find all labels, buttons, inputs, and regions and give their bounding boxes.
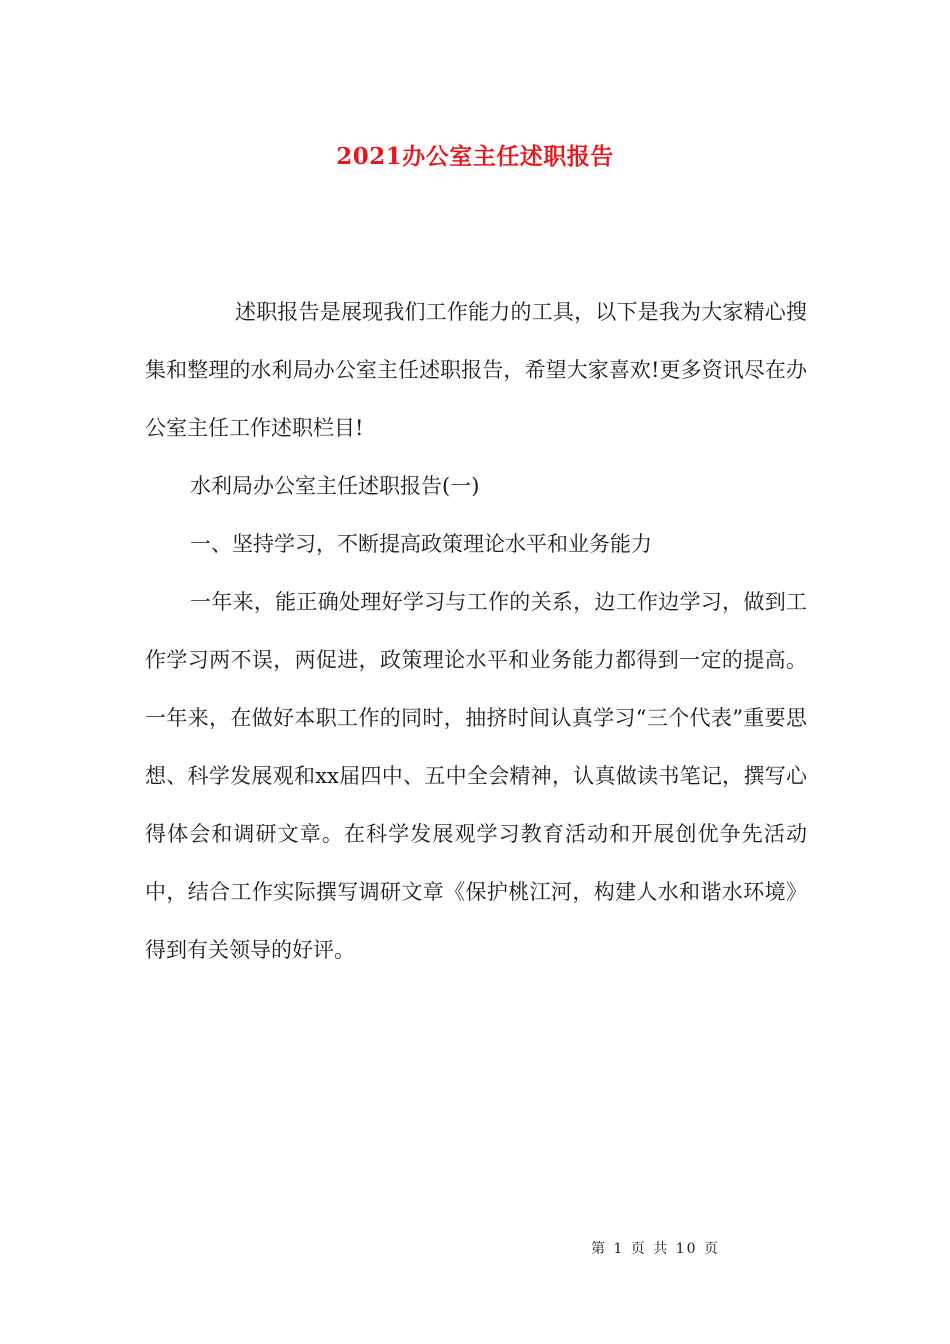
- document-body: [145, 283, 807, 979]
- section-heading: 水利局办公室主任述职报告(一): [190, 474, 480, 498]
- body-paragraph: 一年来，能正确处理好学习与工作的关系，边工作边学习，做到工作学习两不误，两促进，政策理论水平和业务能力都得到一定的提高。一年来，在做好本职工作的同时，抽挤时间认真学习“三个代表”重要思想、科学发展观和xx届四中、五中全会精神，认真做读书笔记，撰写心得体会和调研文章。在科学发展观学习教育活动和开展创优争先活动中，结合工作实际撰写调研文章《保护桃江河，构建人水和谐水环境》得到有关领导的好评。: [145, 590, 807, 962]
- document-title: 2021办公室主任述职报告: [336, 143, 614, 170]
- subsection-heading: 一、坚持学习，不断提高政策理论水平和业务能力: [190, 532, 652, 556]
- page-number-footer: 第 1 页 共 10 页: [591, 1241, 720, 1257]
- intro-paragraph: 述职报告是展现我们工作能力的工具，以下是我为大家精心搜集和整理的水利局办公室主任述职报告，希望大家喜欢!更多资讯尽在办公室主任工作述职栏目!: [145, 300, 807, 440]
